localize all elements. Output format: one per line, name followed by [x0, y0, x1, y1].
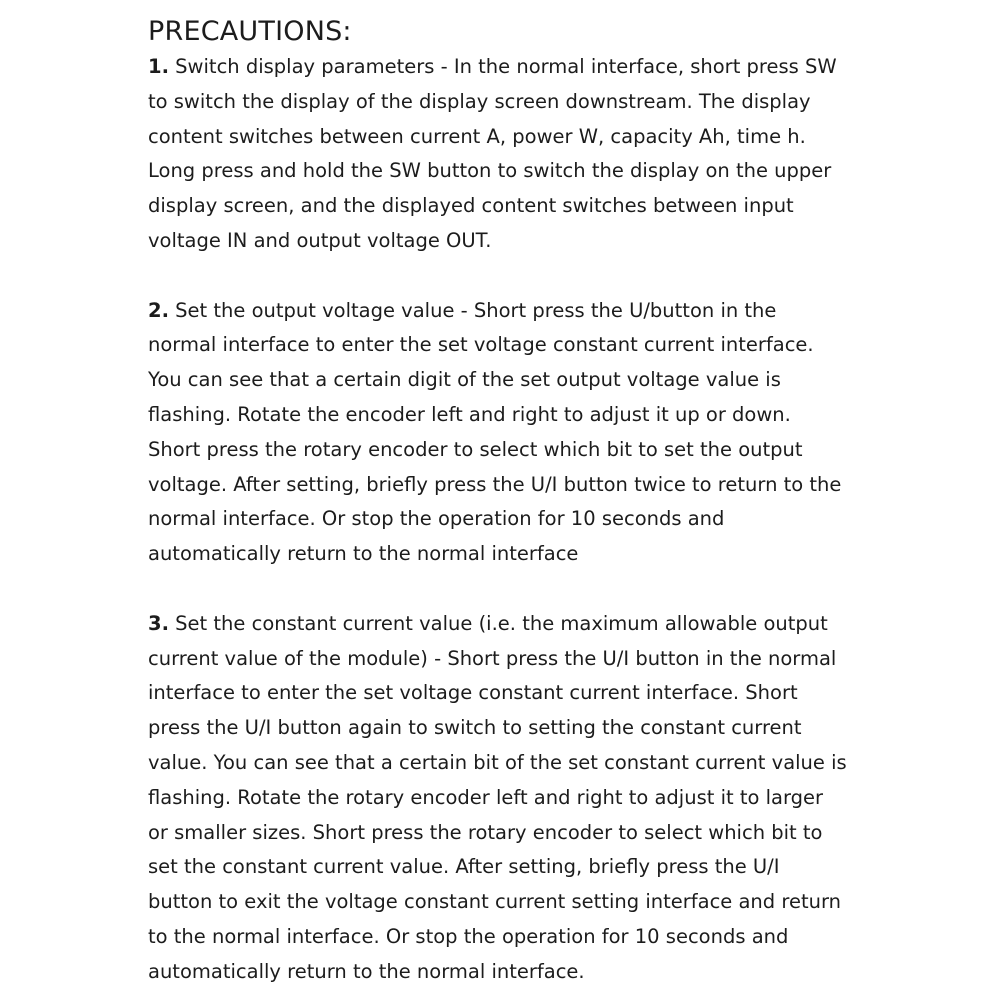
item-text-line: Long press and hold the SW button to switch the display on the upper: [148, 159, 832, 183]
item-text-line: You can see that a certain digit of the set output voltage value is: [148, 368, 781, 392]
item-text-line: flashing. Rotate the rotary encoder left and right to adjust it to larger: [148, 785, 824, 809]
item-text-line: to switch the display of the display screen downstream. The display: [148, 89, 811, 113]
item-text-line: automatically return to the normal interface: [148, 542, 579, 566]
item-text-line: display screen, and the displayed content switches between input: [148, 194, 794, 218]
item-text-line: or smaller sizes. Short press the rotary encoder to select which bit to: [148, 820, 823, 844]
precaution-item-1: [148, 50, 868, 259]
item-text-line: Short press the rotary encoder to select which bit to set the output: [148, 437, 803, 461]
item-text-line: Set the output voltage value - Short press the U/button in the: [168, 298, 777, 322]
precaution-item-2: [148, 294, 868, 572]
item-text-line: value. You can see that a certain bit of the set constant current value is: [148, 750, 847, 774]
item-text-line: flashing. Rotate the encoder left and right to adjust it up or down.: [148, 402, 791, 426]
item-text-line: Set the constant current value (i.e. the maximum allowable output: [168, 611, 828, 635]
item-text-line: set the constant current value. After setting, briefly press the U/I: [148, 855, 780, 879]
item-text-line: voltage. After setting, briefly press the U/I button twice to return to the: [148, 472, 842, 496]
item-text-line: voltage IN and output voltage OUT.: [148, 228, 492, 252]
item-text-line: press the U/I button again to switch to setting the constant current: [148, 716, 802, 740]
item-number: 1.: [148, 55, 169, 78]
item-text-line: to the normal interface. Or stop the operation for 10 seconds and: [148, 924, 789, 948]
item-text-line: Switch display parameters - In the normal interface, short press SW: [168, 55, 837, 78]
item-text-line: button to exit the voltage constant current setting interface and return: [148, 890, 841, 914]
page-title: PRECAUTIONS:: [148, 16, 352, 47]
item-text-line: normal interface. Or stop the operation for 10 seconds and: [148, 507, 725, 531]
item-text-line: content switches between current A, power W, capacity Ah, time h.: [148, 124, 806, 148]
document: [148, 14, 868, 990]
item-number: 2.: [148, 298, 169, 322]
item-text-line: interface to enter the set voltage constant current interface. Short: [148, 681, 798, 705]
item-number: 3.: [148, 611, 169, 635]
item-text-line: current value of the module) - Short press the U/I button in the normal: [148, 646, 837, 670]
item-text-line: automatically return to the normal interface.: [148, 959, 585, 983]
item-text-line: normal interface to enter the set voltage constant current interface.: [148, 333, 814, 357]
precaution-item-3: [148, 607, 868, 990]
